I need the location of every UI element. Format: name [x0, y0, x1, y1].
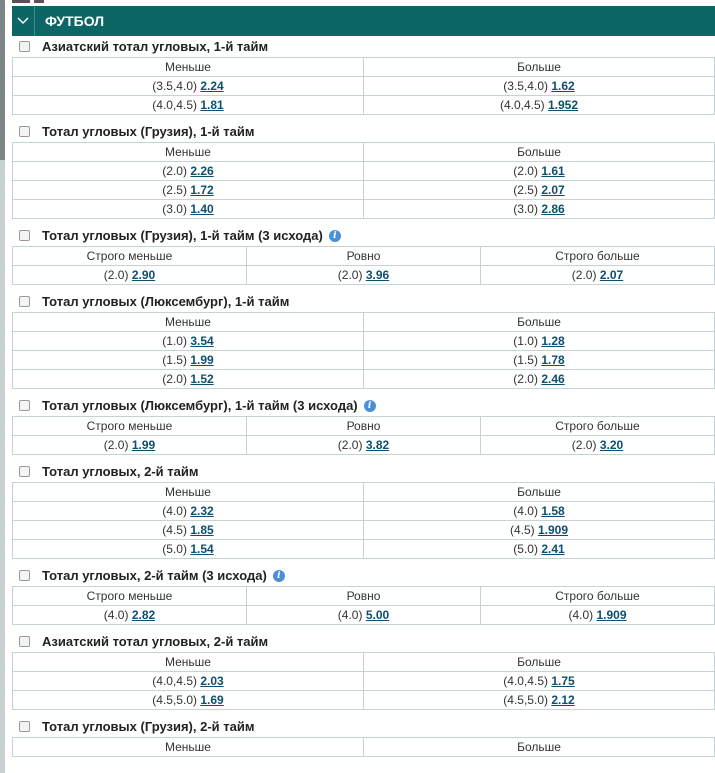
odds-table	[12, 57, 715, 115]
header-row	[13, 738, 715, 757]
market-title-row[interactable]	[12, 631, 715, 652]
outcome-parameter: (2.0)	[337, 268, 363, 282]
outcome-parameter: (2.0)	[162, 372, 187, 386]
outcome-parameter: (3.0)	[513, 202, 538, 216]
section-header[interactable]	[12, 6, 715, 36]
odds-link[interactable]: 1.909	[596, 608, 627, 622]
column-header: Строго меньше	[13, 247, 247, 266]
odds-cell[interactable]	[364, 521, 715, 540]
market-checkbox[interactable]	[19, 636, 30, 647]
header-row	[13, 247, 715, 266]
market-title-row[interactable]	[12, 716, 715, 737]
odds-cell[interactable]	[13, 181, 364, 200]
odds-link[interactable]: 1.61	[541, 164, 565, 178]
outcome-parameter: (4.0)	[568, 608, 594, 622]
odds-table	[12, 416, 715, 455]
odds-cell[interactable]	[481, 436, 715, 455]
column-header: Меньше	[13, 143, 364, 162]
outcome-parameter: (5.0)	[513, 542, 538, 556]
column-header: Ровно	[247, 417, 481, 436]
odds-link[interactable]: 3.20	[599, 438, 624, 452]
odds-row	[13, 332, 715, 351]
odds-cell[interactable]	[364, 96, 715, 115]
market-block	[12, 36, 715, 115]
outcome-parameter: (4.5,5.0)	[152, 693, 197, 707]
outcome-parameter: (5.0)	[162, 542, 187, 556]
market-block	[12, 565, 715, 625]
odds-link[interactable]: 1.40	[190, 202, 214, 216]
outcome-parameter: (4.0)	[513, 504, 538, 518]
odds-cell[interactable]	[364, 332, 715, 351]
odds-link[interactable]: 1.72	[190, 183, 214, 197]
odds-row	[13, 436, 715, 455]
outcome-parameter: (2.0)	[571, 268, 597, 282]
column-header: Строго меньше	[13, 417, 247, 436]
odds-cell[interactable]	[13, 502, 364, 521]
market-checkbox[interactable]	[19, 570, 30, 581]
outcome-parameter: (2.0)	[162, 164, 187, 178]
outcome-parameter: (4.0)	[162, 504, 187, 518]
odds-row	[13, 606, 715, 625]
odds-link[interactable]: 1.52	[190, 372, 214, 386]
market-checkbox[interactable]	[19, 296, 30, 307]
odds-link[interactable]: 3.82	[365, 438, 390, 452]
odds-link[interactable]: 1.99	[131, 438, 156, 452]
odds-cell[interactable]	[364, 77, 715, 96]
column-header: Больше	[364, 58, 715, 77]
outcome-parameter: (4.0,4.5)	[499, 98, 545, 112]
odds-row	[13, 502, 715, 521]
market-title-row[interactable]	[12, 36, 715, 57]
column-header: Строго больше	[481, 417, 715, 436]
odds-row	[13, 672, 715, 691]
header-row	[13, 143, 715, 162]
odds-link[interactable]: 1.85	[190, 523, 214, 537]
odds-link[interactable]: 1.78	[541, 353, 565, 367]
scrollbar-thumb[interactable]	[0, 0, 5, 160]
chevron-down-icon[interactable]	[12, 6, 35, 36]
market-checkbox[interactable]	[19, 721, 30, 732]
odds-table	[12, 652, 715, 710]
market-title: Азиатский тотал угловых, 2-й тайм	[42, 634, 269, 649]
odds-cell[interactable]	[13, 162, 364, 181]
odds-cell[interactable]	[481, 606, 715, 625]
left-scrollbar[interactable]	[0, 0, 5, 773]
odds-cell[interactable]	[364, 162, 715, 181]
odds-link[interactable]: 1.75	[551, 674, 575, 688]
column-header: Ровно	[247, 247, 481, 266]
odds-row	[13, 200, 715, 219]
odds-table	[12, 482, 715, 559]
odds-cell[interactable]	[13, 540, 364, 559]
header-row	[13, 483, 715, 502]
info-icon[interactable]: i	[329, 230, 341, 242]
odds-cell[interactable]	[364, 502, 715, 521]
odds-row	[13, 77, 715, 96]
outcome-parameter: (2.0)	[337, 438, 363, 452]
market-title-row[interactable]	[12, 121, 715, 142]
section-title: ФУТБОЛ	[45, 13, 105, 29]
odds-link[interactable]: 1.909	[538, 523, 569, 537]
odds-link[interactable]: 2.07	[541, 183, 565, 197]
column-header: Строго больше	[481, 587, 715, 606]
odds-table	[12, 312, 715, 389]
header-row	[13, 587, 715, 606]
odds-row	[13, 96, 715, 115]
outcome-parameter: (4.0)	[337, 608, 363, 622]
outcome-parameter: (4.5,5.0)	[503, 693, 548, 707]
odds-cell[interactable]	[247, 266, 481, 285]
odds-link[interactable]: 3.54	[190, 334, 214, 348]
odds-row	[13, 351, 715, 370]
market-title-row[interactable]	[12, 225, 715, 246]
market-title: Тотал угловых (Грузия), 2-й тайм	[42, 719, 255, 734]
odds-link[interactable]: 1.99	[190, 353, 214, 367]
market-title: Тотал угловых, 2-й тайм	[42, 464, 199, 479]
odds-row	[13, 181, 715, 200]
market-checkbox[interactable]	[19, 400, 30, 411]
odds-link[interactable]: 2.82	[131, 608, 156, 622]
header-row	[13, 58, 715, 77]
market-title-row[interactable]	[12, 291, 715, 312]
outcome-parameter: (2.0)	[513, 164, 538, 178]
market-title: Тотал угловых, 2-й тайм (3 исхода)	[42, 568, 267, 583]
odds-cell[interactable]	[364, 370, 715, 389]
odds-link[interactable]: 5.00	[365, 608, 390, 622]
market-title-row[interactable]	[12, 461, 715, 482]
column-header: Меньше	[13, 483, 364, 502]
outcome-parameter: (2.0)	[103, 438, 129, 452]
outcome-parameter: (3.0)	[162, 202, 187, 216]
market-checkbox[interactable]	[19, 41, 30, 52]
column-header: Больше	[364, 738, 715, 757]
odds-link[interactable]: 2.32	[190, 504, 214, 518]
odds-row	[13, 266, 715, 285]
outcome-parameter: (4.0,4.5)	[503, 674, 548, 688]
odds-cell[interactable]	[13, 200, 364, 219]
column-header: Больше	[364, 313, 715, 332]
odds-cell[interactable]	[13, 351, 364, 370]
outcome-parameter: (1.5)	[513, 353, 538, 367]
column-header: Больше	[364, 483, 715, 502]
market-block	[12, 395, 715, 455]
football-section	[12, 6, 715, 757]
outcome-parameter: (1.0)	[513, 334, 538, 348]
info-icon[interactable]: i	[273, 570, 285, 582]
market-block	[12, 121, 715, 219]
odds-cell[interactable]	[13, 606, 247, 625]
odds-cell[interactable]	[364, 200, 715, 219]
odds-cell[interactable]	[364, 351, 715, 370]
odds-link[interactable]: 2.26	[190, 164, 214, 178]
column-header: Меньше	[13, 653, 364, 672]
market-title: Тотал угловых (Люксембург), 1-й тайм	[42, 294, 290, 309]
outcome-parameter: (2.0)	[571, 438, 597, 452]
odds-link[interactable]: 2.41	[541, 542, 565, 556]
market-block	[12, 716, 715, 757]
odds-table	[12, 737, 715, 757]
outcome-parameter: (4.5)	[509, 523, 535, 537]
odds-row	[13, 540, 715, 559]
market-block	[12, 225, 715, 285]
market-checkbox[interactable]	[19, 466, 30, 477]
odds-cell[interactable]	[13, 96, 364, 115]
odds-cell[interactable]	[364, 672, 715, 691]
odds-cell[interactable]	[13, 691, 364, 710]
odds-link[interactable]: 1.81	[200, 98, 224, 112]
outcome-parameter: (1.5)	[162, 353, 187, 367]
column-header: Строго меньше	[13, 587, 247, 606]
outcome-parameter: (4.0,4.5)	[152, 98, 197, 112]
odds-cell[interactable]	[481, 266, 715, 285]
outcome-parameter: (4.0,4.5)	[152, 674, 197, 688]
odds-row	[13, 691, 715, 710]
column-header: Строго больше	[481, 247, 715, 266]
outcome-parameter: (2.5)	[162, 183, 187, 197]
odds-link[interactable]: 2.03	[200, 674, 224, 688]
odds-link[interactable]: 2.07	[599, 268, 624, 282]
header-row	[13, 653, 715, 672]
outcome-parameter: (2.0)	[513, 372, 538, 386]
odds-link[interactable]: 2.24	[200, 79, 224, 93]
odds-link[interactable]: 2.12	[551, 693, 575, 707]
column-header: Больше	[364, 143, 715, 162]
outcome-parameter: (1.0)	[162, 334, 187, 348]
outcome-parameter: (4.0)	[103, 608, 129, 622]
odds-table	[12, 246, 715, 285]
outcome-parameter: (4.5)	[162, 523, 187, 537]
header-row	[13, 313, 715, 332]
outcome-parameter: (3.5,4.0)	[152, 79, 197, 93]
odds-cell[interactable]	[247, 436, 481, 455]
odds-link[interactable]: 1.952	[548, 98, 579, 112]
info-icon[interactable]: i	[364, 400, 376, 412]
outcome-parameter: (2.5)	[513, 183, 538, 197]
header-row	[13, 417, 715, 436]
market-title: Тотал угловых (Люксембург), 1-й тайм (3 исхода)	[42, 398, 358, 413]
odds-row	[13, 521, 715, 540]
column-header: Меньше	[13, 313, 364, 332]
column-header: Меньше	[13, 738, 364, 757]
market-block	[12, 291, 715, 389]
odds-link[interactable]: 1.58	[541, 504, 565, 518]
odds-row	[13, 162, 715, 181]
odds-cell[interactable]	[247, 606, 481, 625]
market-title-row[interactable]	[12, 565, 715, 586]
market-title: Тотал угловых (Грузия), 1-й тайм (3 исхода)	[42, 228, 323, 243]
odds-cell[interactable]	[364, 540, 715, 559]
column-header: Ровно	[247, 587, 481, 606]
market-block	[12, 461, 715, 559]
odds-row	[13, 370, 715, 389]
odds-link[interactable]: 1.69	[200, 693, 224, 707]
market-title: Азиатский тотал угловых, 1-й тайм	[42, 39, 269, 54]
odds-link[interactable]: 1.54	[190, 542, 214, 556]
odds-cell[interactable]	[13, 436, 247, 455]
column-header: Больше	[364, 653, 715, 672]
odds-cell[interactable]	[13, 332, 364, 351]
odds-link[interactable]: 2.86	[541, 202, 565, 216]
odds-cell[interactable]	[364, 691, 715, 710]
odds-link[interactable]: 1.28	[541, 334, 565, 348]
outcome-parameter: (3.5,4.0)	[503, 79, 548, 93]
odds-cell[interactable]	[13, 266, 247, 285]
odds-link[interactable]: 2.90	[131, 268, 156, 282]
odds-link[interactable]: 3.96	[365, 268, 390, 282]
market-block	[12, 631, 715, 710]
market-title-row[interactable]	[12, 395, 715, 416]
column-header: Меньше	[13, 58, 364, 77]
odds-cell[interactable]	[13, 521, 364, 540]
market-checkbox[interactable]	[19, 230, 30, 241]
markets-list	[12, 36, 715, 757]
odds-table	[12, 586, 715, 625]
odds-cell[interactable]	[13, 672, 364, 691]
market-checkbox[interactable]	[19, 126, 30, 137]
market-title: Тотал угловых (Грузия), 1-й тайм	[42, 124, 255, 139]
odds-table	[12, 142, 715, 219]
odds-cell[interactable]	[13, 370, 364, 389]
odds-link[interactable]: 2.46	[541, 372, 565, 386]
outcome-parameter: (2.0)	[103, 268, 129, 282]
odds-cell[interactable]	[364, 181, 715, 200]
odds-link[interactable]: 1.62	[551, 79, 575, 93]
odds-cell[interactable]	[13, 77, 364, 96]
